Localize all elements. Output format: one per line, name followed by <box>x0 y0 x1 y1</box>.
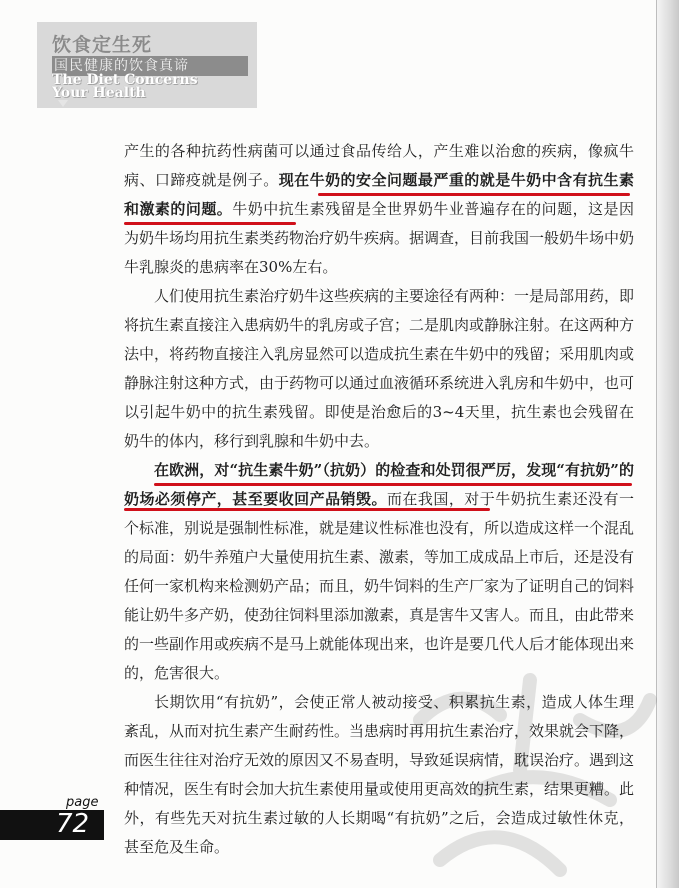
paragraph-1-tail: 牛奶中抗生素残留是全世界奶牛业普遍存在的问题，这是因为奶牛场均用抗生素类药物治疗奶牛疾病。据调查，目前我国一般奶牛场中奶牛乳腺炎的患病率在30%左右。 <box>124 200 635 276</box>
highlight-underline <box>318 193 630 196</box>
paragraph-3 <box>124 456 634 688</box>
running-header-english: The Diet Concerns Your Health <box>52 72 198 101</box>
highlight-underline <box>124 508 490 511</box>
running-header-subtitle: 国民健康的饮食真谛 <box>54 58 189 74</box>
page-number: 72 <box>56 809 90 839</box>
running-header-title: 饮食定生死 <box>52 34 153 56</box>
paragraph-4: 长期饮用“有抗奶”，会使正常人被动接受、积累抗生素，造成人体生理紊乱，从而对抗生素产生耐药性。当患病时再用抗生素治疗，效果就会下降，而医生往往对治疗无效的原因又不易查明，导致延误病情，耽误治疗。遇到这种情况，医生有时会加大抗生素使用量或使用更高效的抗生素，结果更糟。此外，有些先天对抗生素过敏的人长期喝“有抗奶”之后，会造成过敏性休克，甚至危及生命。 <box>124 693 635 856</box>
header-arrow-icon <box>58 100 68 107</box>
body-text <box>124 137 634 862</box>
highlight-underline <box>154 483 632 486</box>
paragraph-1 <box>124 137 634 282</box>
paragraph-3-tail: 而在我国，对于牛奶抗生素还没有一个标准，别说是强制性标准，就是建议性标准也没有，所以造成这样一个混乱的局面：奶牛养殖户大量使用抗生素、激素，等加工成成品上市后，还是没有任何一家机构来检测奶产品；而且，奶牛饲料的生产厂家为了证明自己的饲料能让奶牛多产奶，使劲往饲料里添加激素，真是害牛又害人。而且，由此带来的一些副作用或疾病不是马上就能体现出来，也许是要几代人后才能体现出来的，危害很大。 <box>124 490 635 682</box>
page-label: page <box>66 795 99 810</box>
paragraph-1-highlight: 现在牛奶的安全问题最严重的就是牛奶中含有抗生素和激素的问题。 <box>124 171 634 218</box>
paragraph-1-lead: 产生的各种抗药性病菌可以通过食品传给人，产生难以治愈的疾病，像疯牛病、口蹄疫就是例子。 <box>124 142 634 189</box>
paragraph-3-highlight: 在欧洲，对“抗生素牛奶”（抗奶）的检查和处罚很严厉，发现“有抗奶”的奶场必须停产，甚至要收回产品销毁。 <box>124 461 634 508</box>
highlight-underline <box>124 222 296 225</box>
paragraph-2: 人们使用抗生素治疗奶牛这些疾病的主要途径有两种：一是局部用药，即将抗生素直接注入患病奶牛的乳房或子宫；二是肌肉或静脉注射。在这两种方法中，将药物直接注入乳房显然可以造成抗生素在牛奶中的残留；采用肌肉或静脉注射这种方式，由于药物可以通过血液循环系统进入乳房和牛奶中，也可以引起牛奶中的抗生素残留。即使是治愈后的3~4天里，抗生素也会残留在奶牛的体内，移行到乳腺和牛奶中去。 <box>124 287 635 450</box>
